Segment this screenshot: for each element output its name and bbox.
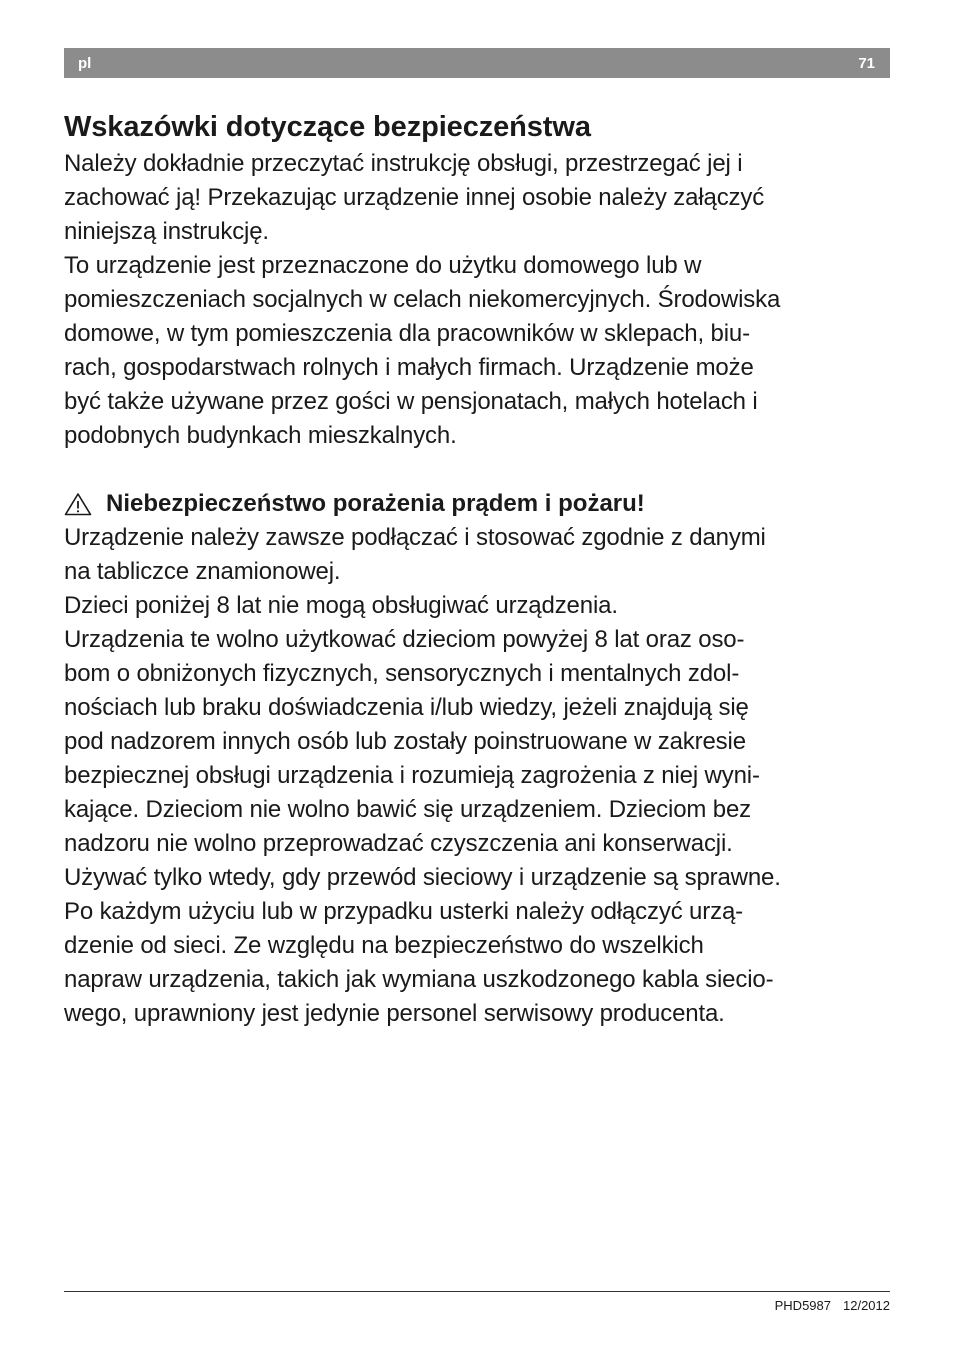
warning-paragraph-3: Urządzenia te wolno użytkować dzieciom powyżej 8 lat oraz oso- bom o obniżonych fizycznych, sensorycznych i mentalnych zdol- nościach lub braku doświadczenia i/lub wiedzy, jeżeli znajdują się pod nadzorem innych osób lub zostały poinstruowane w zakresie bezpiecznej obsługi urządzenia i rozumieją zagrożenia z niej wyni- kające. Dzieciom nie wolno bawić się urządzeniem. Dzieciom bez nadzoru nie wolno przeprowadzać czyszczenia ani konserwacji. [64, 626, 760, 857]
warning-paragraph-2: Dzieci poniżej 8 lat nie mogą obsługiwać urządzenia. [64, 592, 618, 619]
page-content [64, 107, 904, 1031]
language-code: pl [78, 54, 92, 72]
warning-triangle-icon [64, 492, 92, 516]
warning-paragraph-5: Po każdym użyciu lub w przypadku usterki należy odłączyć urzą- dzenie od sieci. Ze względu na bezpieczeństwo do wszelkich napraw urządzenia, takich jak wymiana uszkodzonego kabla siecio- wego, uprawniony jest jedynie personel serwisowy producenta. [64, 898, 774, 1027]
page-header-bar [64, 48, 890, 78]
intro-paragraph-2: To urządzenie jest przeznaczone do użytku domowego lub w pomieszczeniach socjalnych w celach niekomercyjnych. Środowiska domowe, w tym pomieszczenia dla pracowników w sklepach, biu- rach, gospodarstwach rolnych i małych firmach. Urządzenie może być także używane przez gości w pensjonatach, małych hotelach i podobnych budynkach mieszkalnych. [64, 252, 781, 449]
warning-paragraph-1: Urządzenie należy zawsze podłączać i stosować zgodnie z danymi na tabliczce znamionowej. [64, 524, 766, 585]
intro-paragraph-1: Należy dokładnie przeczytać instrukcję obsługi, przestrzegać jej i zachować ją! Przekazując urządzenie innej osobie należy załączyć niniejszą instrukcję. [64, 150, 765, 245]
section-title: Wskazówki dotyczące bezpieczeństwa [64, 111, 591, 143]
warning-heading-text: Niebezpieczeństwo porażenia prądem i pożaru! [106, 490, 645, 517]
footer-date: 12/2012 [843, 1298, 890, 1313]
footer [775, 1298, 890, 1313]
page-number: 71 [858, 54, 875, 72]
footer-model: PHD5987 [774, 1298, 831, 1313]
warning-paragraph-4: Używać tylko wtedy, gdy przewód sieciowy i urządzenie są sprawne. [64, 864, 781, 891]
footer-divider [64, 1291, 890, 1292]
warning-heading [64, 487, 904, 521]
spacer [64, 453, 904, 487]
